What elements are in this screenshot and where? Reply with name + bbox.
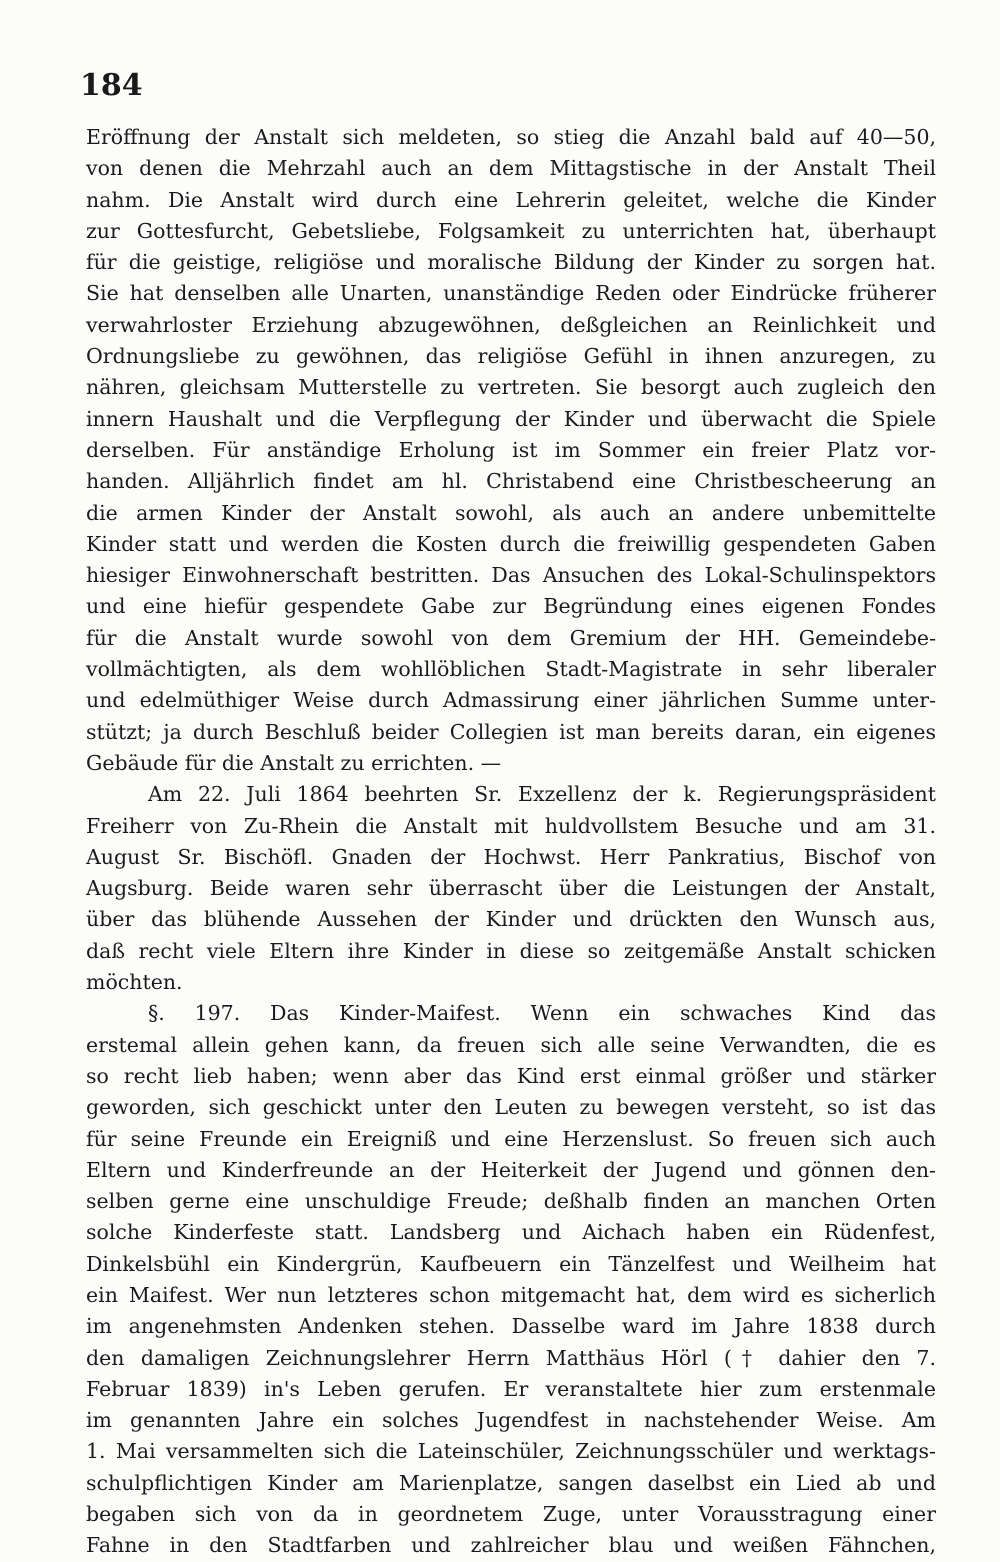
text-line: schulpflichtigen Kinder am Marienplatze, sangen daselbst ein Lied ab und (86, 1470, 936, 1495)
text-line: 1. Mai versammelten sich die Lateinschüler, Zeichnungsschüler und werktags- (86, 1439, 936, 1464)
text-line: im angenehmsten Andenken stehen. Dasselbe ward im Jahre 1838 durch (86, 1314, 936, 1339)
text-line: handen. Alljährlich findet am hl. Christabend eine Christbescheerung an (86, 469, 936, 494)
text-line: Gebäude für die Anstalt zu errichten. — (86, 750, 502, 775)
text-line: solche Kinderfeste statt. Landsberg und Aichach haben ein Rüdenfest, (86, 1220, 936, 1245)
text-line: nahm. Die Anstalt wird durch eine Lehrerin geleitet, welche die Kinder (86, 187, 936, 212)
text-line: so recht lieb haben; wenn aber das Kind erst einmal größer und stärker (86, 1063, 936, 1088)
text-line: und edelmüthiger Weise durch Admassirung einer jährlichen Summe unter- (86, 688, 936, 713)
text-line: nähren, gleichsam Mutterstelle zu vertreten. Sie besorgt auch zugleich den (86, 375, 936, 400)
text-line: für seine Freunde ein Ereigniß und eine Herzenslust. So freuen sich auch (86, 1126, 936, 1151)
page-number: 184 (80, 68, 143, 103)
text-line: Eröffnung der Anstalt sich meldeten, so stieg die Anzahl bald auf 40—50, (86, 125, 936, 149)
section-heading-line: §. 197. Das Kinder-Maifest. Wenn ein schwaches Kind das (148, 1001, 936, 1026)
text-line: selben gerne eine unschuldige Freude; deßhalb finden an manchen Orten (86, 1189, 936, 1214)
text-line: Freiherr von Zu-Rhein die Anstalt mit huldvollstem Besuche und am 31. (86, 813, 936, 838)
text-line: im genannten Jahre ein solches Jugendfest in nachstehender Weise. Am (86, 1408, 936, 1433)
text-line: verwahrloster Erziehung abzugewöhnen, deßgleichen an Reinlichkeit und (86, 312, 936, 337)
text-line: derselben. Für anständige Erholung ist im Sommer ein freier Platz vor- (86, 437, 936, 462)
text-line: Kinder statt und werden die Kosten durch die freiwillig gespendeten Gaben (86, 531, 936, 556)
text-line: möchten. (86, 970, 183, 995)
text-line: über das blühende Aussehen der Kinder und drückten den Wunsch aus, (86, 907, 936, 932)
text-line: Dinkelsbühl ein Kindergrün, Kaufbeuern ein Tänzelfest und Weilheim hat (86, 1251, 936, 1276)
text-line: vollmächtigten, als dem wohllöblichen Stadt-Magistrate in sehr liberaler (86, 657, 936, 682)
text-line: von denen die Mehrzahl auch an dem Mittagstische in der Anstalt Theil (86, 156, 936, 181)
text-line: innern Haushalt und die Verpflegung der Kinder und überwacht die Spiele (86, 406, 936, 431)
text-line: stützt; ja durch Beschluß beider Collegien ist man bereits daran, ein eigenes (86, 719, 936, 744)
text-line: den damaligen Zeichnungslehrer Herrn Matthäus Hörl († dahier den 7. (86, 1345, 936, 1370)
text-line: geworden, sich geschickt unter den Leuten zu bewegen versteht, so ist das (86, 1095, 936, 1120)
text-line: Februar 1839) in's Leben gerufen. Er veranstaltete hier zum erstenmale (86, 1376, 936, 1401)
text-line: Ordnungsliebe zu gewöhnen, das religiöse Gefühl in ihnen anzuregen, zu (86, 344, 936, 369)
text-line: Eltern und Kinderfreunde an der Heiterkeit der Jugend und gönnen den- (86, 1157, 936, 1182)
body-text (86, 122, 936, 1562)
text-line: für die Anstalt wurde sowohl von dem Gremium der HH. Gemeindebe- (86, 625, 936, 650)
text-line: begaben sich von da in geordnetem Zuge, unter Vorausstragung einer (86, 1502, 936, 1527)
text-line: Sie hat denselben alle Unarten, unanständige Reden oder Eindrücke früherer (86, 281, 936, 306)
text-line: erstemal allein gehen kann, da freuen sich alle seine Verwandten, die es (86, 1032, 936, 1057)
text-line: für die geistige, religiöse und moralische Bildung der Kinder zu sorgen hat. (86, 250, 936, 275)
text-line: ein Maifest. Wer nun letzteres schon mitgemacht hat, dem wird es sicherlich (86, 1282, 936, 1307)
text-line: August Sr. Bischöfl. Gnaden der Hochwst. Herr Pankratius, Bischof von (86, 844, 936, 869)
text-line: die armen Kinder der Anstalt sowohl, als auch an andere unbemittelte (86, 500, 936, 525)
text-line: hiesiger Einwohnerschaft bestritten. Das Ansuchen des Lokal-Schulinspektors (86, 563, 936, 588)
text-line: Am 22. Juli 1864 beehrten Sr. Exzellenz der k. Regierungspräsident (148, 782, 936, 807)
text-line: zur Gottesfurcht, Gebetsliebe, Folgsamkeit zu unterrichten hat, überhaupt (86, 218, 936, 243)
text-line: und eine hiefür gespendete Gabe zur Begründung eines eigenen Fondes (86, 594, 936, 619)
text-line: daß recht viele Eltern ihre Kinder in diese so zeitgemäße Anstalt schicken (86, 938, 936, 963)
text-line: Fahne in den Stadtfarben und zahlreicher blau und weißen Fähnchen, (86, 1533, 936, 1558)
text-line: Augsburg. Beide waren sehr überrascht über die Leistungen der Anstalt, (86, 876, 936, 901)
